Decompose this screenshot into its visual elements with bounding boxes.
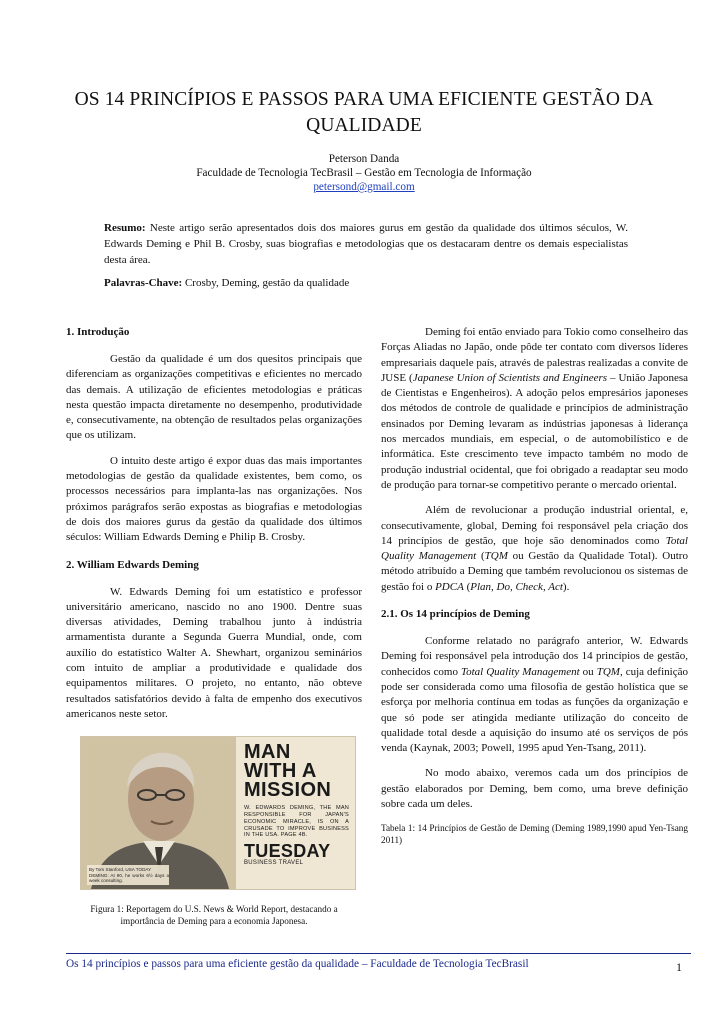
author-email-link[interactable]: petersond@gmail.com bbox=[313, 181, 415, 193]
section-heading-14-principles: 2.1. Os 14 princípios de Deming bbox=[381, 608, 530, 621]
author-affiliation: Faculdade de Tecnologia TecBrasil – Gestão em Tecnologia de Informação bbox=[196, 167, 532, 179]
clipping-text bbox=[236, 737, 355, 889]
deming-portrait-image bbox=[81, 737, 236, 889]
abstract-label: Resumo: bbox=[104, 222, 146, 234]
page-number: 1 bbox=[676, 960, 682, 974]
footer-divider bbox=[66, 953, 691, 954]
clipping-headline: WITH A bbox=[244, 760, 317, 783]
paragraph: Conforme relatado no parágrafo anterior, W. Edwards Deming foi responsável pela introdução dos 14 princípios de gestão, conhecidos como Total Quality Management ou TQM, cuja definição pode ser considerada como uma filosofia de gestão holística que se esforça por melhoria contínua em todas as funções da organização e que só pode ser atingida mediante utilização do conceito de qualidade total desde a aquisição do insumo até os serviços de pós venda (Kaynak, 2003; Powell, 1995 apud Yen-Tsang, 2011). bbox=[381, 635, 688, 755]
keywords bbox=[104, 276, 628, 291]
figure-caption: Figura 1: Reportagem do U.S. News & World Report, destacando a importância de Deming para a economia Japonesa. bbox=[90, 904, 338, 927]
section-heading-deming: 2. William Edwards Deming bbox=[66, 558, 199, 571]
photo-caption: DEMING: At 90, he works 6½ days a week consulting. bbox=[89, 872, 169, 884]
right-column bbox=[381, 325, 688, 846]
clipping-blurb: W. EDWARDS DEMING, THE MAN RESPONSIBLE FOR JAPAN'S ECONOMIC MIRACLE, IS ON A CRUSADE TO IMPROVE BUSINESS IN THE USA. PAGE 4B. bbox=[244, 805, 349, 839]
clipping-day: TUESDAY bbox=[244, 841, 331, 862]
abstract-text: Neste artigo serão apresentados dois dos maiores gurus em gestão da qualidade dos últimos séculos, W. Edwards Deming e Phil B. Crosby, suas biografias e metodologias que os destacaram dentre os demais especialistas desta área. bbox=[104, 222, 628, 266]
paragraph: W. Edwards Deming foi um estatístico e professor universitário americano, nascido no ano 1900. Dentre suas diversas atividades, Deming trabalhou junto à indústria armamentista durante a Segunda Guerra Mundial, onde, com auxílio do estatístico Walter A. Shewhart, organizou seminários com intuito de ampliar a produtividade e qualidade dos equipamentos militares. O projeto, no entanto, não obteve resultados satisfatórios devido à falta de empenho dos executivos americanos neste setor. bbox=[66, 585, 362, 720]
clipping-headline: MISSION bbox=[244, 779, 332, 802]
paragraph: O intuito deste artigo é expor duas das mais importantes metodologias de gestão da qualidade existentes, bem como, os processos necessários para implanta-las nas organizações. Nos próximos parágrafos serão expostas as biografias e metodologias de dois dos maiores gurus da gestão da qualidade dos últimos séculos: William Edwards Deming e Philip B. Crosby. bbox=[66, 454, 362, 544]
paragraph: Deming foi então enviado para Tokio como conselheiro das Forças Aliadas no Japão, onde pôde ter contato com diversos líderes empresariais daquele país, através de palestras realizadas a convite de JUSE (Japanese Union of Scientists and Engineers – União Japonesa de Cientistas e Engenheiros). A adoção pelos empresários japoneses dos métodos de controle de qualidade e princípios de administração ensinados por Deming levaram as indústrias japonesas à liderança nos mercados mundiais, em especial, o de automobilístico e de informática. Este crescimento teve impacto também no modo de produção industrial ocidental, que foi obrigado a readaptar seu modo de produção para tornar-se competitivo perante o mercado oriental. bbox=[381, 326, 689, 491]
photo-credit: By Tom Stanford, USA TODAY bbox=[89, 867, 152, 873]
paragraph: Gestão da qualidade é um dos quesitos principais que diferenciam as organizações competitivas e eficientes no mercado das demais. A utilização de eficientes metodologias e práticas nesta questão impacta diretamente no desempenho, produtividade e, consecutivamente, na obtenção de resultados pelas organizações que os utilizam. bbox=[66, 353, 362, 442]
keywords-label: Palavras-Chave: bbox=[104, 277, 183, 289]
clipping-section: BUSINESS TRAVEL bbox=[244, 860, 304, 867]
section-heading-introduction: 1. Introdução bbox=[66, 326, 130, 338]
page-footer: Os 14 princípios e passos para uma eficiente gestão da qualidade – Faculdade de Tecnologia TecBrasil bbox=[66, 958, 529, 970]
paragraph: No modo abaixo, veremos cada um dos princípios de gestão elaborados por Deming, bem como, uma breve definição sobre cada um deles. bbox=[381, 767, 688, 811]
author-name: Peterson Danda bbox=[328, 153, 400, 165]
paragraph: Além de revolucionar a produção industrial oriental, e, consecutivamente, global, Deming foi responsável pela criação dos 14 princípios de gestão, que hoje são denominados como Total Quality Management (TQM ou Gestão da Qualidade Total). Outro método atribuído a Deming que também revolucionou os sistemas de gestão foi o PDCA (Plan, Do, Check, Act). bbox=[381, 504, 688, 593]
abstract bbox=[104, 221, 628, 268]
keywords-text: Crosby, Deming, gestão da qualidade bbox=[184, 277, 350, 289]
left-column bbox=[66, 325, 362, 928]
table-caption: Tabela 1: 14 Princípios de Gestão de Deming (Deming 1989,1990 apud Yen-Tsang 2011) bbox=[381, 823, 688, 846]
figure-newspaper-clipping bbox=[80, 736, 356, 890]
paper-title: OS 14 PRINCÍPIOS E PASSOS PARA UMA EFICIENTE GESTÃO DA QUALIDADE bbox=[74, 89, 654, 136]
clipping-headline: MAN bbox=[244, 741, 291, 764]
